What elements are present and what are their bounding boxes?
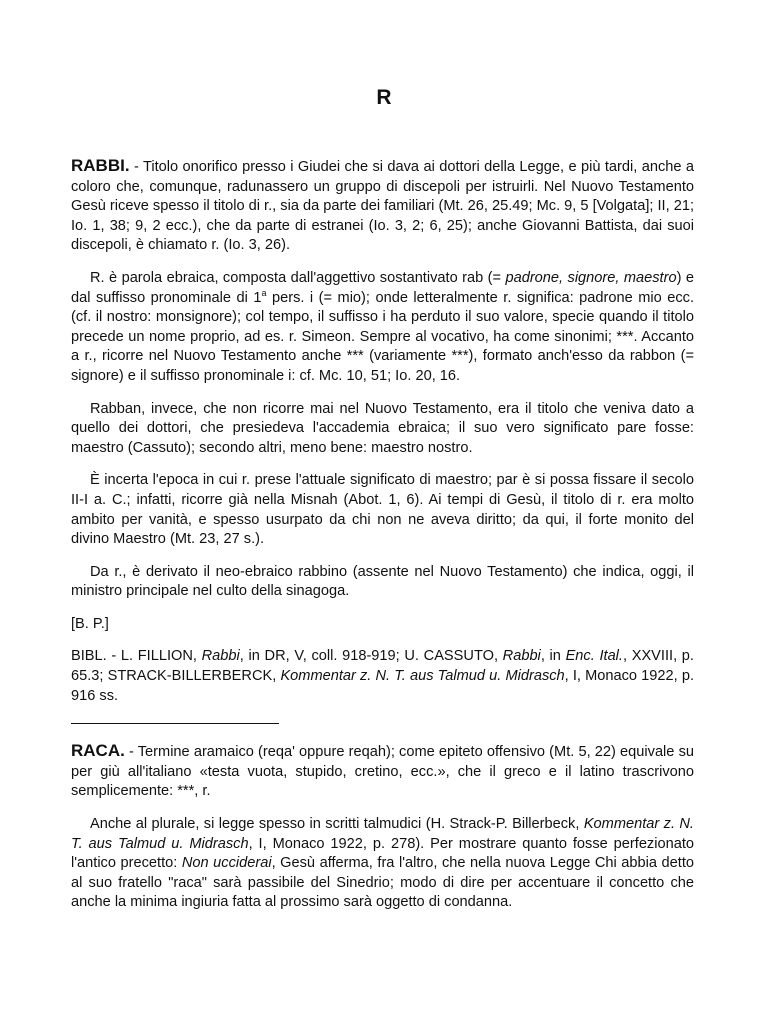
rabbi-p2-italic: padrone, signore, maestro <box>505 269 677 286</box>
rabbi-bibliography <box>71 647 694 706</box>
bibl-italic-d: Rabbi <box>502 648 541 665</box>
bibl-text-e: , in <box>540 648 566 665</box>
rabbi-p2-superscript: a <box>261 287 267 298</box>
bibl-italic-f: Enc. Ital. <box>565 648 623 665</box>
section-letter: R <box>376 86 392 109</box>
bibl-text-c: , in DR, V, coll. 918-919; U. CASSUTO, <box>239 648 503 665</box>
bibl-text-g: , XXVIII, p. 65.3; STRACK-BILLERBERCK, <box>71 648 694 685</box>
rabbi-paragraph-2 <box>71 269 694 387</box>
entry-headword-rabbi: RABBI. <box>71 156 130 175</box>
rabbi-paragraph-5: Da r., è derivato il neo-ebraico rabbino (assente nel Nuovo Testamento) che indica, oggi, il ministro principale nel culto della sinagoga. <box>71 563 694 600</box>
rabbi-paragraph-4: È incerta l'epoca in cui r. prese l'attuale significato di maestro; par è si possa fissare il secolo II-I a. C.; infatti, ricorre già nella Misnah (Abot. 1, 6). Ai tempi di Gesù, il titolo di r. era molto ambito per vanità, e spesso usurpato da chi non ne aveva diritto; da qui, il forte monito del divino Maestro (Mt. 23, 27 s.). <box>71 472 694 548</box>
raca-p2-text-c: , I, Monaco 1922, p. 278). Per mostrare quanto fosse perfezionato l'antico precetto: <box>71 835 694 872</box>
bibl-italic-h: Kommentar z. N. T. aus Talmud u. Midrasch <box>280 668 565 685</box>
raca-p1-text: - Termine aramaico (reqa' oppure reqah); come epiteto offensivo (Mt. 5, 22) equivale su per giù all'italiano «testa vuota, stupido, cretino, ecc.», che il greco e il latino trascrivono semplicemente: ***, r. <box>71 744 694 800</box>
rabbi-paragraph-3: Rabban, invece, che non ricorre mai nel Nuovo Testamento, era il titolo che veniva dato a quello dei dottori, che presiedeva l'accademia ebraica; il suo vero significato pare fosse: maestro (Cassuto); secondo altri, meno bene: maestro nostro. <box>71 400 694 456</box>
raca-p2-italic-b: Kommentar z. N. T. aus Talmud u. Midrasch <box>71 816 694 852</box>
raca-paragraph-2 <box>71 815 694 913</box>
rabbi-paragraph-1 <box>71 156 694 256</box>
rabbi-p2-text-c: ) e dal suffisso pronominale di 1 <box>71 269 695 306</box>
raca-p2-text-a: Anche al plurale, si legge spesso in scritti talmudici (H. Strack-P. Billerbeck, <box>90 816 584 833</box>
rabbi-author: [B. P.] <box>71 615 109 632</box>
document-body <box>71 156 694 926</box>
rabbi-p2-text-d: pers. i (= mio); onde letteralmente r. significa: padrone mio ecc. (cf. il nostro: monsignore); col tempo, il suffisso i ha perduto il suo valore, specie quando il titolo precede un nome proprio, ad es. r. Simeon. Sempre al vocativo, ha come sinonimi; ***. Accanto a r., ricorre nel Nuovo Testamento anche *** (variamente ***), formato anch'esso da rabbon (= signore) e il suffisso pronominale i: cf. Mc. 10, 51; Io. 20, 16. <box>71 289 694 384</box>
entry-divider <box>71 723 279 724</box>
rabbi-p2-text-a: R. è parola ebraica, composta dall'aggettivo sostantivato rab (= <box>90 269 506 286</box>
bibl-text-a: BIBL. - L. FILLION, <box>71 648 202 665</box>
bibl-italic-b: Rabbi <box>201 648 240 665</box>
bibl-text-i: , I, Monaco 1922, p. 916 ss. <box>71 668 694 704</box>
raca-p2-text-e: , Gesù afferma, fra l'altro, che nella nuova Legge Chi abbia detto al suo fratello "raca" sarà passibile del Sinedrio; modo di dire per accentuare il concetto che anche la minima ingiuria fatta al prossimo sarà oggetto di condanna. <box>71 855 694 911</box>
entry-headword-raca: RACA. <box>71 741 125 761</box>
raca-paragraph-1 <box>71 741 694 802</box>
rabbi-p1-text: - Titolo onorifico presso i Giudei che si dava ai dottori della Legge, e più tardi, anche a coloro che, comunque, radunassero un gruppo di discepoli per istruirli. Nel Nuovo Testamento Gesù riceve spesso il titolo di r., sia da parte dei familiari (Mt. 26, 25.49; Mc. 9, 5 [Volgata]; II, 21; Io. 1, 38; 9, 2 ecc.), che da parte di estranei (Io. 3, 2; 6, 25); anche Giovanni Battista, dai suoi discepoli, è chiamato r. (Io. 3, 26). <box>71 159 694 254</box>
raca-p2-italic-d: Non ucciderai <box>181 855 272 872</box>
